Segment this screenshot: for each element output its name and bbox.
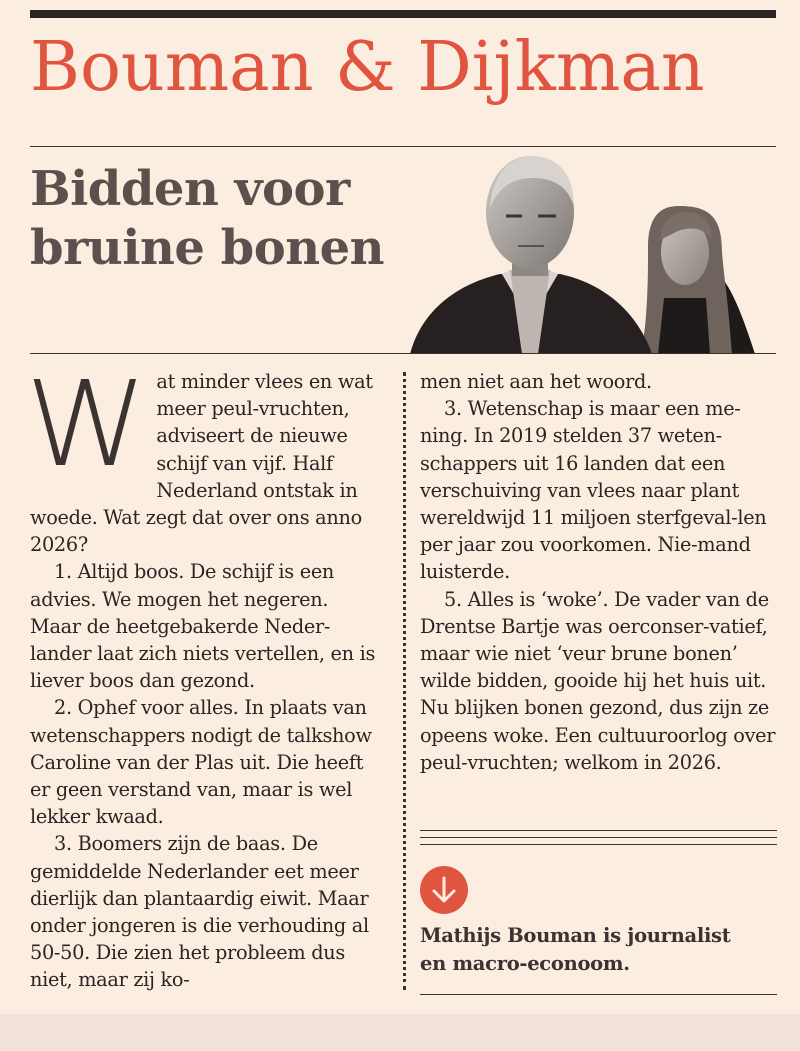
headline-line-2: bruine bonen xyxy=(30,220,385,276)
body-paragraph-continued: men niet aan het woord. xyxy=(420,370,652,393)
body-paragraph: 5. Alles is ‘woke’. De vader van de Drentse Bartje was oerconser-vatief, maar wie niet ‘veur brune bonen’ wilde bidden, gooide hij het huis uit. Nu blijken bonen gezond, dus zijn ze opeens woke. Een cultuuroorlog over peul-vruchten; welkom in 2026. xyxy=(420,587,776,774)
arrow-down-icon xyxy=(420,866,468,914)
headline xyxy=(30,160,450,278)
body-paragraph: 3. Boomers zijn de baas. De gemiddelde Nederlander eet meer dierlijk dan plantaardig eiwit. Maar onder jongeren is die verhouding al 50-50. Die zien het probleem dus niet, maar zij ko- xyxy=(30,832,369,992)
article-column-right xyxy=(420,368,777,776)
triple-rule xyxy=(420,830,777,831)
author-bio-line-2: en macro-econoom. xyxy=(420,952,630,975)
author-photo xyxy=(410,148,776,354)
body-paragraph: 2. Ophef voor alles. In plaats van wetenschappers nodigt de talkshow Caroline van der Plas uit. Die heeft er geen verstand van, maar is wel lekker kwaad. xyxy=(30,696,372,829)
header-bottom-rule xyxy=(30,353,776,354)
body-paragraph: 3. Wetenschap is maar een me-ning. In 2019 stelden 37 weten-schappers uit 16 landen dat een verschuiving van vlees naar plant wereldwijd 11 miljoen sterfgeval-len per jaar zou voorkomen. Nie-mand luisterde. xyxy=(420,397,767,584)
article-column-left xyxy=(25,355,380,994)
intro-paragraph: at minder vlees en wat meer peul-vruchten, adviseert de nieuwe schijf van vijf. Half Nederland ontstak in woede. Wat zegt dat over ons anno 2026? xyxy=(30,370,373,557)
column-masthead: Bouman & Dijkman xyxy=(30,28,705,107)
author-bio-line-1: Mathijs Bouman is journalist xyxy=(420,924,731,947)
headline-line-1: Bidden voor xyxy=(30,161,350,217)
column-divider-dots xyxy=(403,372,406,990)
triple-rule xyxy=(420,837,777,838)
masthead-rule xyxy=(30,146,776,147)
drop-cap: W xyxy=(25,355,148,493)
author-bio xyxy=(420,922,777,978)
page-bottom-band xyxy=(0,1014,800,1051)
body-paragraph: 1. Altijd boos. De schijf is een advies. We mogen het negeren. Maar de heetgebakerde Neder-lander laat zich niets vertellen, en is liever boos dan gezond. xyxy=(30,560,376,693)
top-rule xyxy=(30,10,776,18)
bio-bottom-rule xyxy=(420,994,777,995)
triple-rule xyxy=(420,844,777,845)
